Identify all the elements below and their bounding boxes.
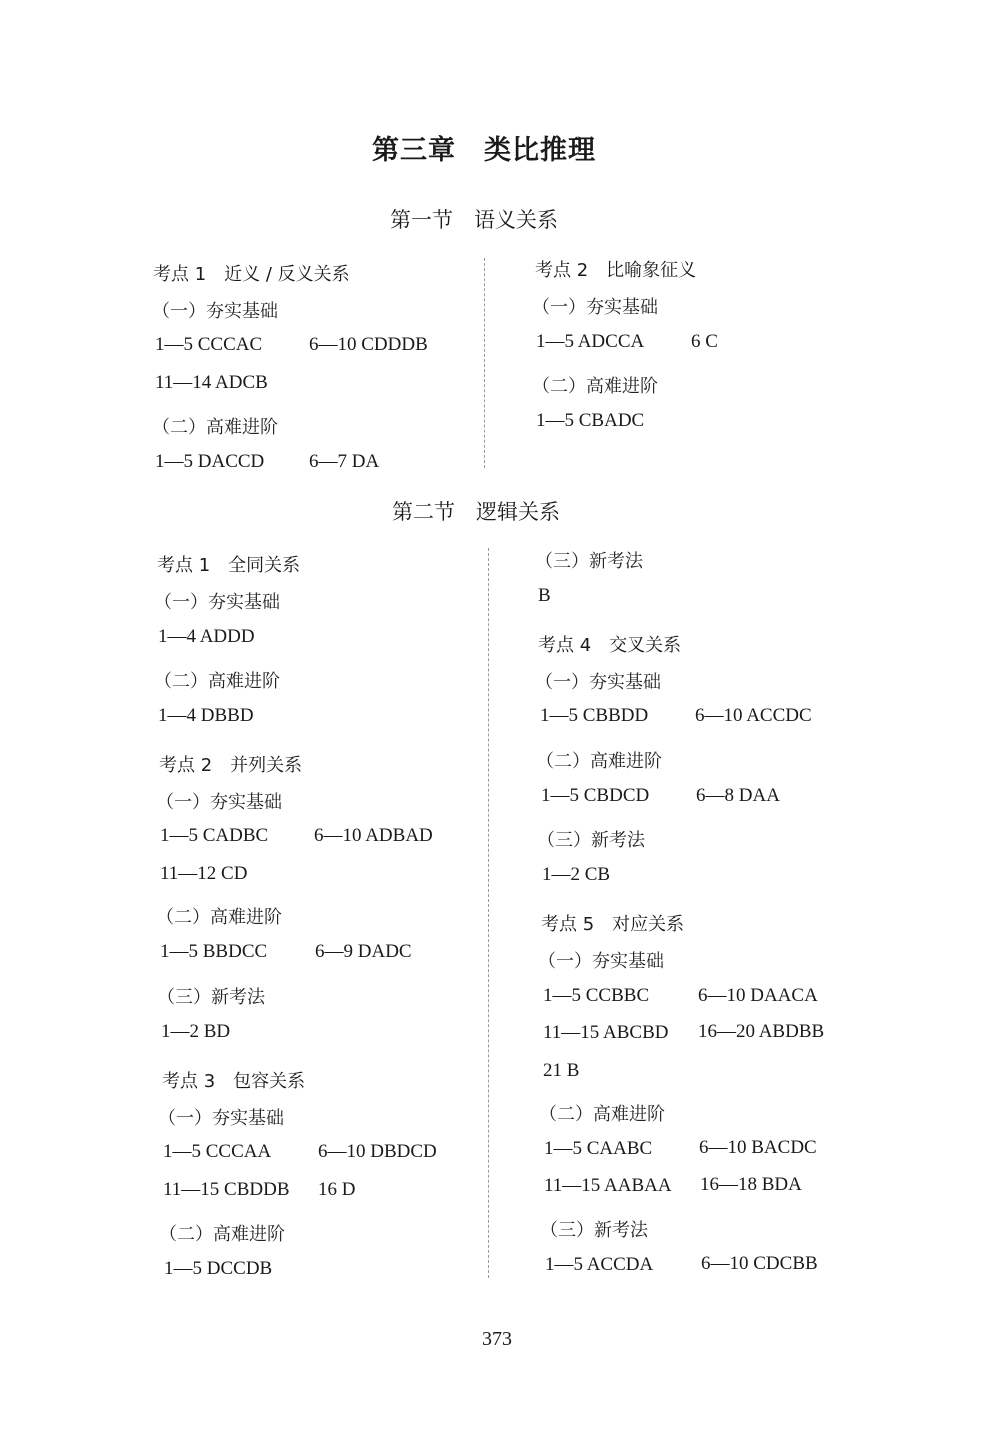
sub-heading: （三）新考法 xyxy=(157,987,265,1008)
kp-title: 考点 5 对应关系 xyxy=(541,914,685,935)
answer-line: 1—4 ADDD xyxy=(158,626,255,647)
sub-heading: （二）高难进阶 xyxy=(154,671,280,692)
column-divider xyxy=(484,258,485,468)
answer-line: 11—14 ADCB xyxy=(155,372,268,393)
answer-line: 1—5 CADBC xyxy=(160,825,269,846)
kp-title: 考点 4 交叉关系 xyxy=(538,635,682,656)
answer-line: 16—18 BDA xyxy=(700,1174,802,1195)
answer-line: 1—5 BBDCC xyxy=(160,941,268,962)
sub-heading: （二）高难进阶 xyxy=(536,751,662,772)
answer-line: 6—10 CDCBB xyxy=(701,1253,818,1274)
kp-title: 考点 1 全同关系 xyxy=(157,555,301,576)
answer-line: 6—10 ADBAD xyxy=(314,825,433,846)
kp-title: 考点 2 并列关系 xyxy=(159,755,303,776)
column-divider xyxy=(488,548,489,1278)
answer-line: 16—20 ABDBB xyxy=(698,1021,825,1042)
answer-line: 6—10 DBDCD xyxy=(318,1141,437,1162)
answer-line: 6—10 DAACA xyxy=(698,985,818,1006)
section-title-semantic: 第一节 语义关系 xyxy=(390,208,558,232)
section-title-logic: 第二节 逻辑关系 xyxy=(392,500,560,524)
answer-line: 1—5 CCBBC xyxy=(543,985,650,1006)
answer-line: 1—2 CB xyxy=(542,864,611,885)
sub-heading: （一）夯实基础 xyxy=(152,301,278,322)
sub-heading: （一）夯实基础 xyxy=(538,951,664,972)
sub-heading: （一）夯实基础 xyxy=(535,672,661,693)
answer-line: 6—9 DADC xyxy=(315,941,412,962)
kp-title: 考点 3 包容关系 xyxy=(162,1071,306,1092)
answer-line: 1—2 BD xyxy=(161,1021,231,1042)
sub-heading: （二）高难进阶 xyxy=(532,376,658,397)
kp-title: 考点 1 近义 / 反义关系 xyxy=(153,264,350,285)
answer-line: 1—5 CBDCD xyxy=(541,785,650,806)
sub-heading: （一）夯实基础 xyxy=(158,1108,284,1129)
page-number: 373 xyxy=(482,1328,512,1350)
answer-line: 1—5 CCCAC xyxy=(155,334,263,355)
sub-heading: （一）夯实基础 xyxy=(532,297,658,318)
answer-line: 1—5 CCCAA xyxy=(163,1141,272,1162)
kp-title: 考点 2 比喻象征义 xyxy=(535,260,697,281)
sub-heading: （二）高难进阶 xyxy=(539,1104,665,1125)
answer-line: 1—5 CBADC xyxy=(536,410,645,431)
answer-line: 6—10 CDDDB xyxy=(309,334,428,355)
sub-heading: （二）高难进阶 xyxy=(156,907,282,928)
answer-line: 1—5 DCCDB xyxy=(164,1258,273,1279)
answer-line: 11—15 CBDDB xyxy=(163,1179,290,1200)
answer-line: 6—8 DAA xyxy=(696,785,780,806)
answer-line: 21 B xyxy=(543,1060,580,1081)
sub-heading: （二）高难进阶 xyxy=(152,417,278,438)
chapter-title: 第三章 类比推理 xyxy=(372,135,596,166)
answer-line: 11—12 CD xyxy=(160,863,248,884)
sub-heading: （三）新考法 xyxy=(535,551,643,572)
answer-line: 6—7 DA xyxy=(309,451,380,472)
answer-line: 16 D xyxy=(318,1179,356,1200)
answer-line: 6—10 BACDC xyxy=(699,1137,817,1158)
answer-line: 1—5 CAABC xyxy=(544,1138,653,1159)
sub-heading: （三）新考法 xyxy=(537,830,645,851)
answer-line: 1—4 DBBD xyxy=(158,705,254,726)
sub-heading: （二）高难进阶 xyxy=(159,1224,285,1245)
answer-line: 6 C xyxy=(691,331,718,352)
answer-line: 1—5 CBBDD xyxy=(540,705,649,726)
answer-line: 11—15 AABAA xyxy=(544,1175,672,1196)
answer-line: 1—5 ACCDA xyxy=(545,1254,654,1275)
sub-heading: （一）夯实基础 xyxy=(154,592,280,613)
answer-line: 6—10 ACCDC xyxy=(695,705,812,726)
answer-line: 1—5 DACCD xyxy=(155,451,265,472)
answer-line: 1—5 ADCCA xyxy=(536,331,645,352)
answer-line: B xyxy=(538,585,551,606)
answer-line: 11—15 ABCBD xyxy=(543,1022,669,1043)
sub-heading: （一）夯实基础 xyxy=(156,792,282,813)
sub-heading: （三）新考法 xyxy=(540,1220,648,1241)
